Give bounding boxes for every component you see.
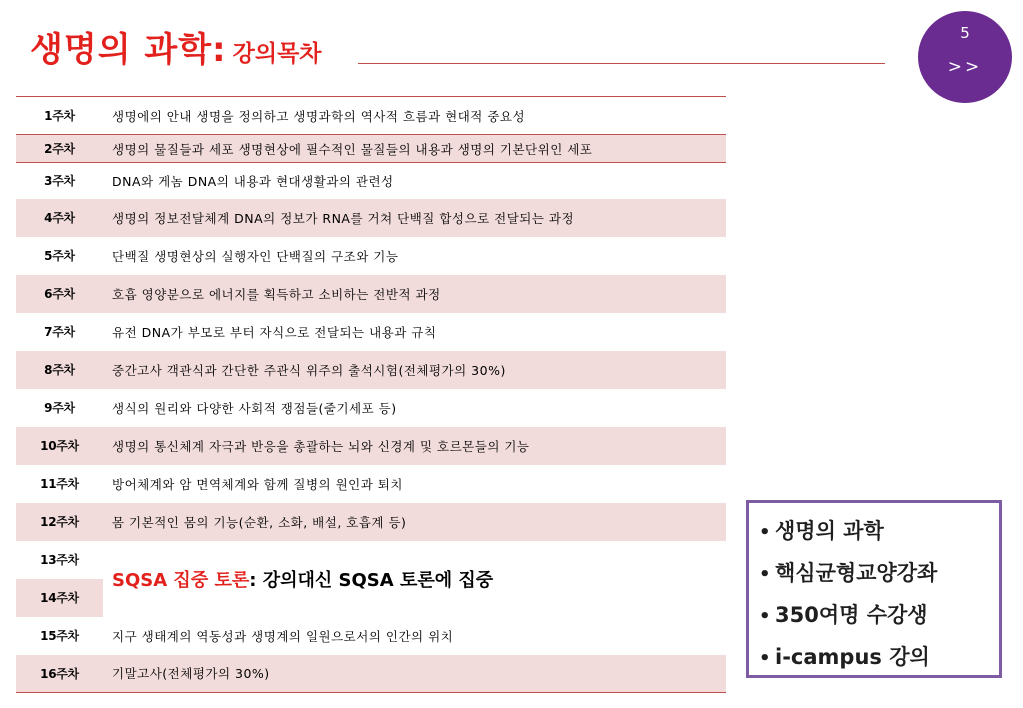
bullet-icon: • [759, 522, 771, 543]
week-cell: 12주차 [16, 503, 103, 541]
table-row [16, 389, 726, 427]
course-info-box [746, 500, 1002, 678]
week-cell: 8주차 [16, 351, 103, 389]
bullet-icon: • [759, 564, 771, 585]
table-row [16, 427, 726, 465]
merged-topic-cell [103, 541, 726, 617]
info-item [759, 553, 999, 595]
topic-cell: 호흡 영양분으로 에너지를 획득하고 소비하는 전반적 과정 [103, 275, 726, 313]
table-row [16, 135, 726, 163]
week-cell: 14주차 [16, 579, 103, 617]
week-cell: 6주차 [16, 275, 103, 313]
topic-cell: 생명의 물질들과 세포 생명현상에 필수적인 물질들의 내용과 생명의 기본단위인 세포 [103, 135, 726, 163]
info-item-text: 350여명 수강생 [775, 603, 928, 627]
merged-topic-highlight: SQSA 집중 토론 [112, 569, 250, 591]
topic-cell: 생명의 정보전달체계 DNA의 정보가 RNA를 거쳐 단백질 합성으로 전달되는 과정 [103, 199, 726, 237]
table-row [16, 163, 726, 199]
week-cell: 16주차 [16, 655, 103, 693]
week-cell: 5주차 [44, 249, 75, 263]
table-row [16, 655, 726, 693]
topic-cell: 몸 기본적인 몸의 기능(순환, 소화, 배설, 호흡계 등) [103, 503, 726, 541]
page-indicator [918, 11, 1012, 103]
title-sub: 강의목차 [232, 41, 322, 67]
table-row [16, 617, 726, 655]
week-cell: 3주차 [16, 163, 103, 199]
week-cell: 7주차 [44, 325, 75, 339]
info-item [759, 595, 999, 637]
next-slide-link[interactable]: >> [947, 57, 983, 77]
topic-cell: DNA와 게놈 DNA의 내용과 현대생활과의 관련성 [103, 163, 726, 199]
week-cell: 15주차 [40, 629, 79, 643]
week-cell: 9주차 [44, 401, 75, 415]
info-item-text: 생명의 과학 [775, 519, 884, 543]
week-cell: 2주차 [16, 135, 103, 163]
week-cell: 10주차 [16, 427, 103, 465]
week-cell: 13주차 [40, 553, 79, 567]
table-row [16, 351, 726, 389]
title-underline [358, 63, 885, 64]
page-number: 5 [960, 24, 970, 42]
week-cell: 4주차 [16, 199, 103, 237]
topic-cell: 생명의 통신체계 자극과 반응을 총괄하는 뇌와 신경계 및 호르몬들의 기능 [103, 427, 726, 465]
info-item-text: i-campus 강의 [775, 645, 930, 669]
topic-cell: 생명에의 안내 생명을 정의하고 생명과학의 역사적 흐름과 현대적 중요성 [103, 97, 726, 135]
title-main: 생명의 과학: [30, 30, 227, 70]
topic-cell: 지구 생태계의 역동성과 생명계의 일원으로서의 인간의 위치 [112, 628, 454, 644]
info-item-text: 핵심균형교양강좌 [775, 561, 938, 585]
table-row [16, 313, 726, 351]
topic-cell: 유전 DNA가 부모로 부터 자식으로 전달되는 내용과 규칙 [112, 324, 437, 340]
topic-cell: 단백질 생명현상의 실행자인 단백질의 구조와 기능 [112, 248, 399, 264]
topic-cell: 생식의 원리와 다양한 사회적 쟁점들(줄기세포 등) [112, 400, 397, 416]
table-row [16, 541, 726, 579]
info-list [759, 511, 999, 679]
table-row [16, 237, 726, 275]
info-item [759, 637, 999, 679]
topic-cell: 중간고사 객관식과 간단한 주관식 위주의 출석시험(전체평가의 30%) [103, 351, 726, 389]
table-row [16, 97, 726, 135]
table-row [16, 275, 726, 313]
course-schedule-table [16, 96, 726, 693]
week-cell: 1주차 [16, 97, 103, 135]
topic-cell: 방어체계와 암 면역체계와 함께 질병의 원인과 퇴치 [112, 476, 403, 492]
bullet-icon: • [759, 648, 771, 669]
merged-topic-rest: : 강의대신 SQSA 토론에 집중 [249, 569, 494, 591]
bullet-icon: • [759, 606, 771, 627]
table-row [16, 503, 726, 541]
week-cell: 11주차 [40, 477, 79, 491]
table-row [16, 199, 726, 237]
topic-cell: 기말고사(전체평가의 30%) [103, 655, 726, 693]
slide-title [30, 22, 322, 71]
table-row [16, 465, 726, 503]
info-item [759, 511, 999, 553]
